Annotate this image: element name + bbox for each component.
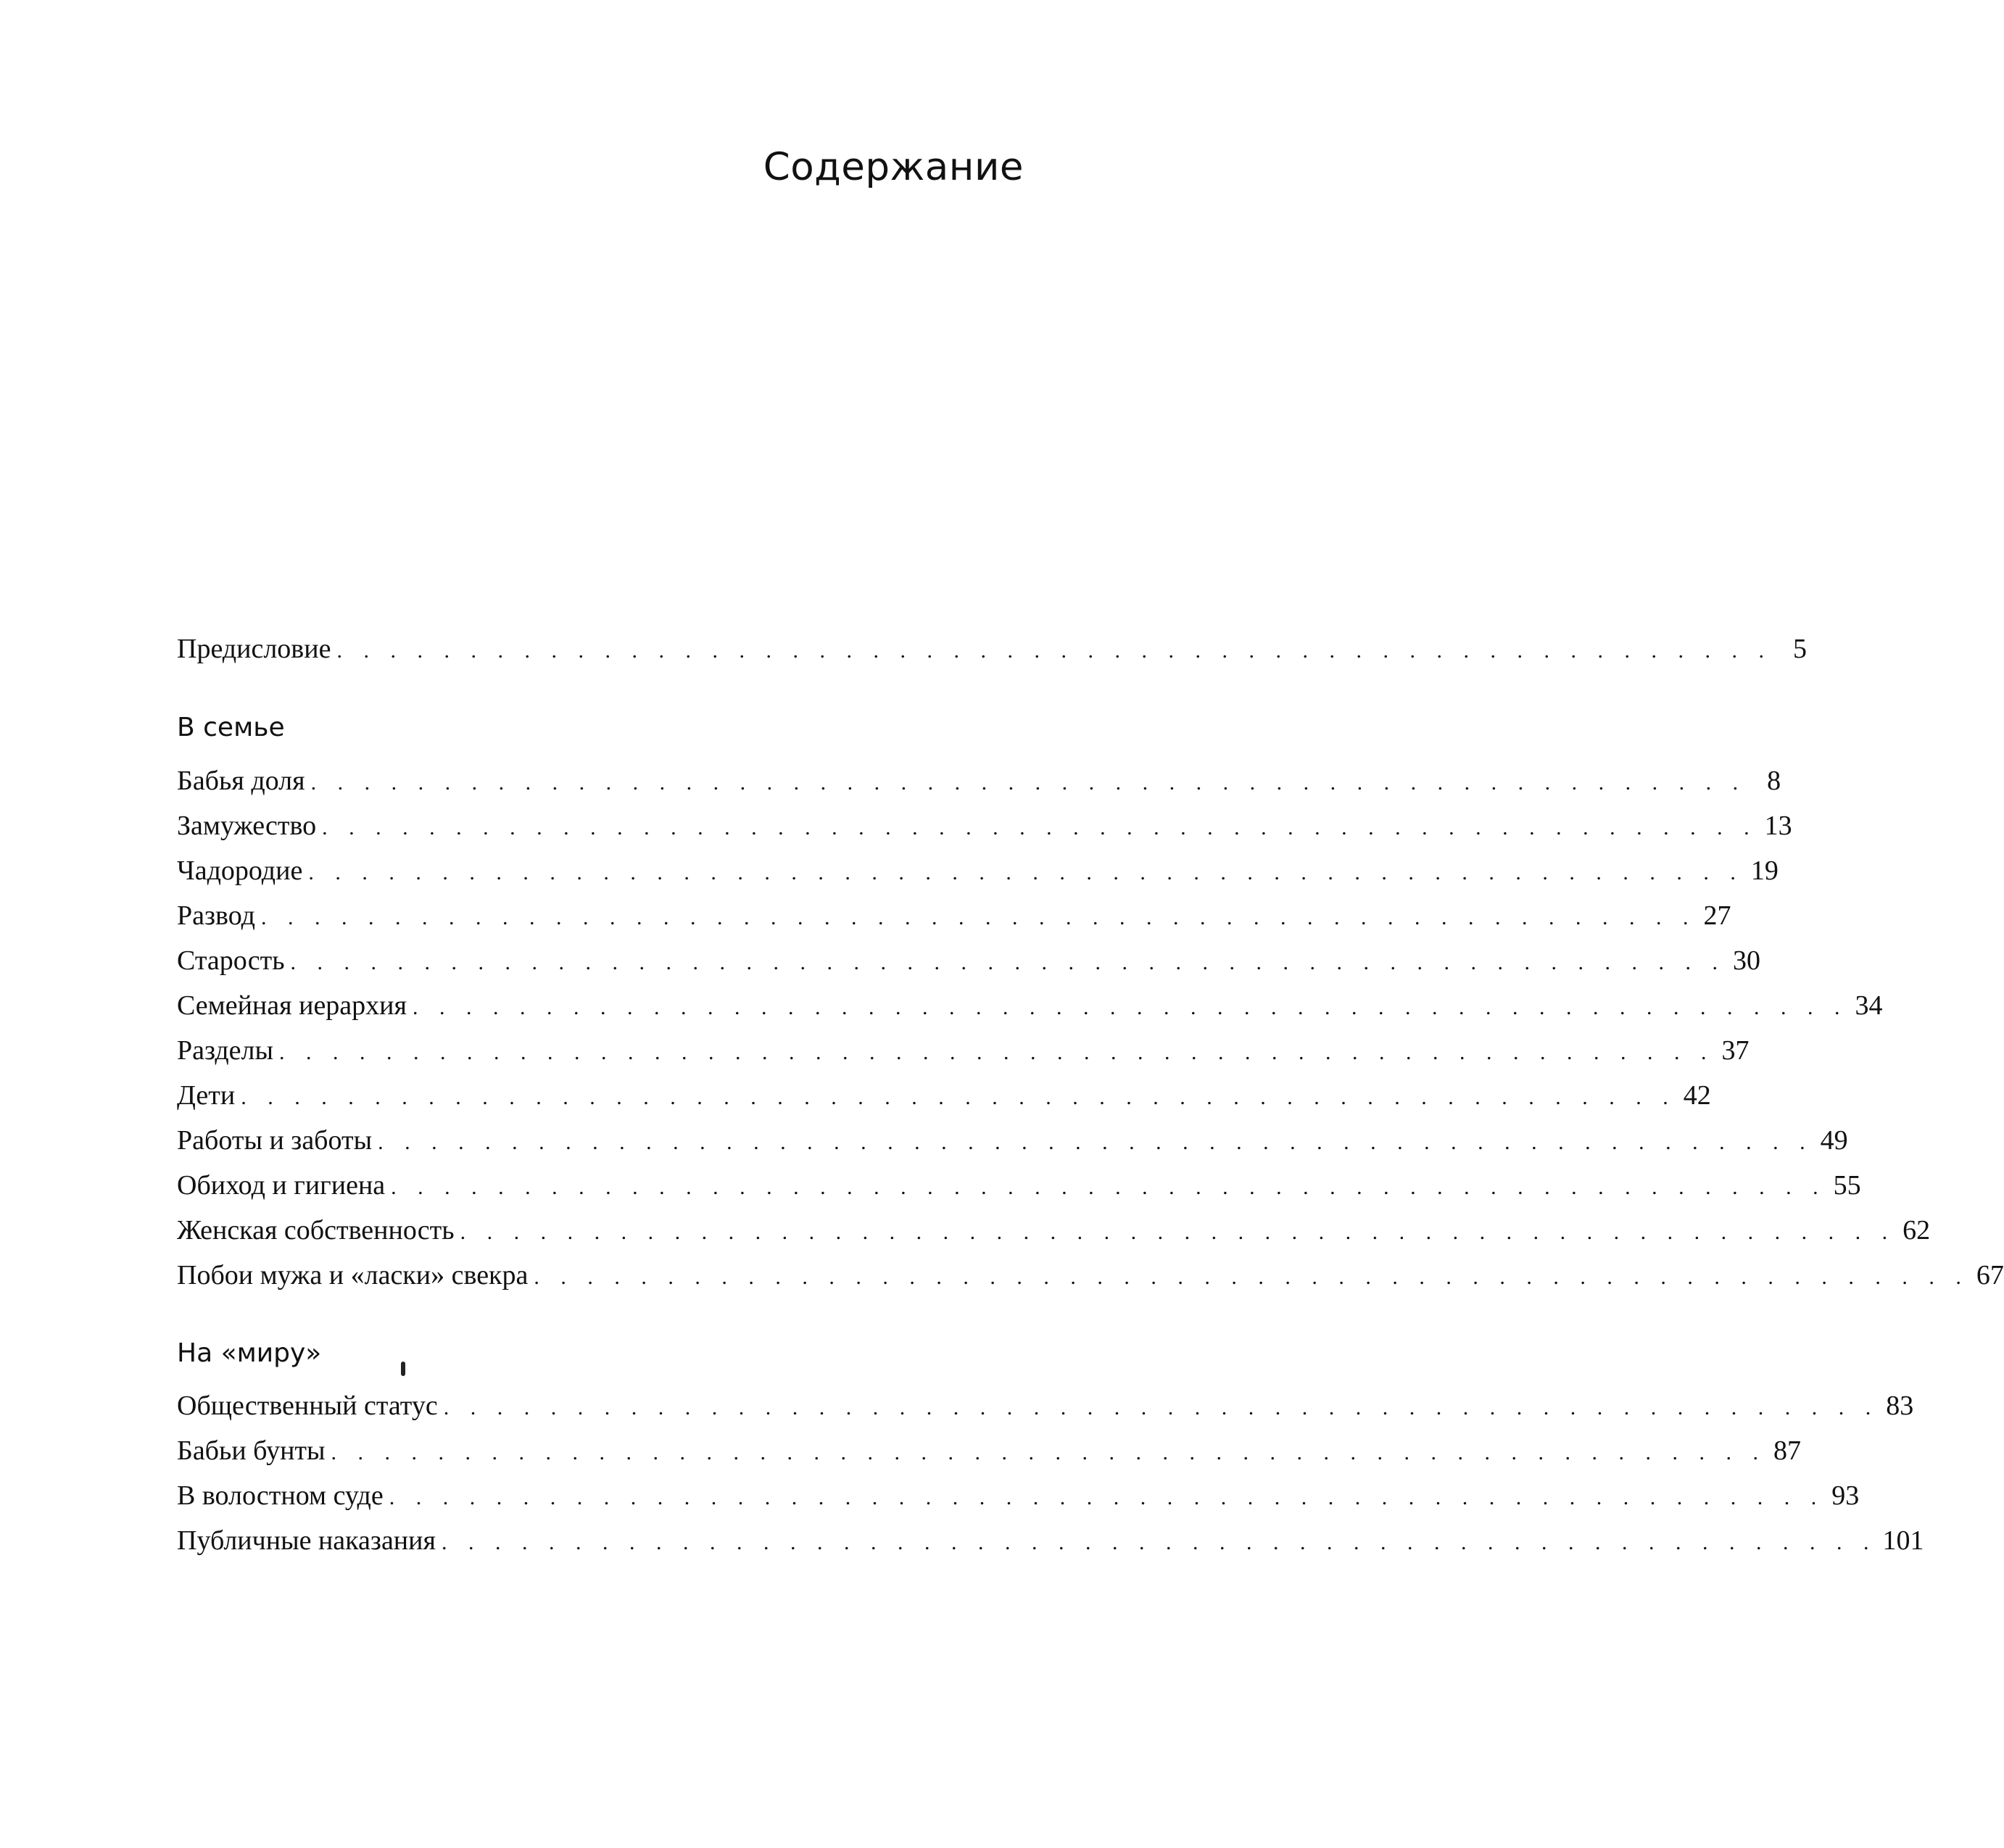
toc-entry-page: 13 — [1764, 811, 1792, 841]
dot-leader: . . . . . . . . . . . . . . . . . . . . . . . . . . . . . . . . . . . . . . . . . . . . . . . . . . . . . . — [460, 1220, 1896, 1244]
toc-entry-title: Дети — [177, 1080, 236, 1111]
toc-entry-title: Старость — [177, 945, 285, 976]
print-speck — [401, 1362, 405, 1376]
toc-entry-page: 37 — [1721, 1035, 1750, 1066]
toc-entry-title: Женская собственность — [177, 1215, 455, 1246]
toc-entry[interactable] — [177, 900, 1731, 937]
toc-entry-page: 27 — [1703, 900, 1731, 931]
toc-entry[interactable] — [177, 1525, 1924, 1562]
toc-entry[interactable] — [177, 1435, 1802, 1472]
toc-entry-page: 62 — [1902, 1215, 1931, 1246]
toc-entry-page: 55 — [1833, 1170, 1861, 1201]
toc-entry[interactable] — [177, 1035, 1750, 1072]
toc-entry-page: 67 — [1976, 1260, 2004, 1290]
toc-entry-title: Бабьи бунты — [177, 1435, 326, 1466]
toc-entry[interactable] — [177, 1080, 1711, 1117]
dot-leader: . . . . . . . . . . . . . . . . . . . . . . . . . . . . . . . . . . . . . . . . . . . . . . . . . . . . . . — [260, 906, 1697, 929]
toc-entry[interactable] — [177, 945, 1761, 982]
section-heading-community: На «миру» — [177, 1338, 322, 1368]
dot-leader: . . . . . . . . . . . . . . . . . . . . . . . . . . . . . . . . . . . . . . . . . . . . . . . . . . . . . . — [378, 1130, 1813, 1154]
toc-entry-title: Бабья доля — [177, 766, 305, 796]
toc-entry[interactable] — [177, 1480, 1860, 1517]
toc-entry-page: 42 — [1683, 1080, 1711, 1111]
toc-entry[interactable] — [177, 1124, 1848, 1162]
toc-entry-title: Работы и заботы — [177, 1125, 373, 1156]
toc-entry-page: 5 — [1792, 634, 1807, 664]
toc-entry-page: 93 — [1831, 1480, 1860, 1511]
toc-entry[interactable] — [177, 765, 1781, 803]
toc-entry-title: Общественный статус — [177, 1391, 438, 1421]
dot-leader: . . . . . . . . . . . . . . . . . . . . . . . . . . . . . . . . . . . . . . . . . . . . . . . . . . . . . . — [391, 1175, 1826, 1199]
toc-entry-preface[interactable] — [177, 633, 1807, 671]
dot-leader: . . . . . . . . . . . . . . . . . . . . . . . . . . . . . . . . . . . . . . . . . . . . . . . . . . . . . . — [534, 1265, 1969, 1289]
toc-entry-page: 87 — [1773, 1435, 1802, 1466]
section-heading-family: В семье — [177, 713, 285, 742]
toc-entry[interactable] — [177, 1169, 1861, 1207]
toc-entry-title: Разделы — [177, 1035, 274, 1066]
toc-entry[interactable] — [177, 1214, 1931, 1252]
toc-entry-page: 34 — [1855, 990, 1883, 1021]
toc-entry-page: 30 — [1733, 945, 1761, 976]
toc-entry-page: 101 — [1882, 1525, 1924, 1556]
page-title: Содержание — [763, 145, 1024, 189]
toc-entry-title: Обиход и гигиена — [177, 1170, 386, 1201]
toc-entry-page: 8 — [1767, 766, 1781, 796]
toc-entry-title: Семейная иерархия — [177, 990, 407, 1021]
dot-leader: . . . . . . . . . . . . . . . . . . . . . . . . . . . . . . . . . . . . . . . . . . . . . . . . . . . . . . — [310, 771, 1747, 795]
dot-leader: . . . . . . . . . . . . . . . . . . . . . . . . . . . . . . . . . . . . . . . . . . . . . . . . . . . . . . — [443, 1396, 1879, 1420]
dot-leader: . . . . . . . . . . . . . . . . . . . . . . . . . . . . . . . . . . . . . . . . . . . . . . . . . . . . . . — [290, 950, 1726, 974]
toc-entry[interactable] — [177, 990, 1883, 1027]
dot-leader: . . . . . . . . . . . . . . . . . . . . . . . . . . . . . . . . . . . . . . . . . . . . . . . . . . . . . . — [308, 861, 1744, 884]
dot-leader: . . . . . . . . . . . . . . . . . . . . . . . . . . . . . . . . . . . . . . . . . . . . . . . . . . . . . . — [413, 995, 1848, 1019]
toc-entry[interactable] — [177, 1259, 2004, 1297]
toc-entry-title: Предисловие — [177, 634, 331, 664]
dot-leader: . . . . . . . . . . . . . . . . . . . . . . . . . . . . . . . . . . . . . . . . . . . . . . . . . . . . . . — [331, 1441, 1767, 1464]
toc-entry-title: Побои мужа и «ласки» свекра — [177, 1260, 529, 1290]
toc-entry[interactable] — [177, 810, 1792, 848]
toc-entry-title: Замужество — [177, 811, 317, 841]
toc-entry-title: Развод — [177, 900, 255, 931]
toc-entry[interactable] — [177, 855, 1779, 892]
dot-leader: . . . . . . . . . . . . . . . . . . . . . . . . . . . . . . . . . . . . . . . . . . . . . . . . . . . . . . — [279, 1040, 1715, 1064]
toc-entry-page: 19 — [1750, 855, 1779, 886]
dot-leader: . . . . . . . . . . . . . . . . . . . . . . . . . . . . . . . . . . . . . . . . . . . . . . . . . . . . . . — [241, 1085, 1676, 1109]
dot-leader: . . . . . . . . . . . . . . . . . . . . . . . . . . . . . . . . . . . . . . . . . . . . . . . . . . . . . . — [389, 1486, 1825, 1509]
dot-leader: . . . . . . . . . . . . . . . . . . . . . . . . . . . . . . . . . . . . . . . . . . . . . . . . . . . . . . — [336, 639, 1772, 663]
dot-leader: . . . . . . . . . . . . . . . . . . . . . . . . . . . . . . . . . . . . . . . . . . . . . . . . . . . . . . — [441, 1530, 1877, 1554]
dot-leader: . . . . . . . . . . . . . . . . . . . . . . . . . . . . . . . . . . . . . . . . . . . . . . . . . . . . . . — [322, 816, 1757, 840]
toc-entry-page: 49 — [1820, 1125, 1848, 1156]
toc-entry-title: Публичные наказания — [177, 1525, 436, 1556]
toc-entry-page: 83 — [1886, 1391, 1914, 1421]
toc-entry-title: В волостном суде — [177, 1480, 384, 1511]
toc-entry-title: Чадородие — [177, 855, 303, 886]
toc-entry[interactable] — [177, 1390, 1914, 1428]
